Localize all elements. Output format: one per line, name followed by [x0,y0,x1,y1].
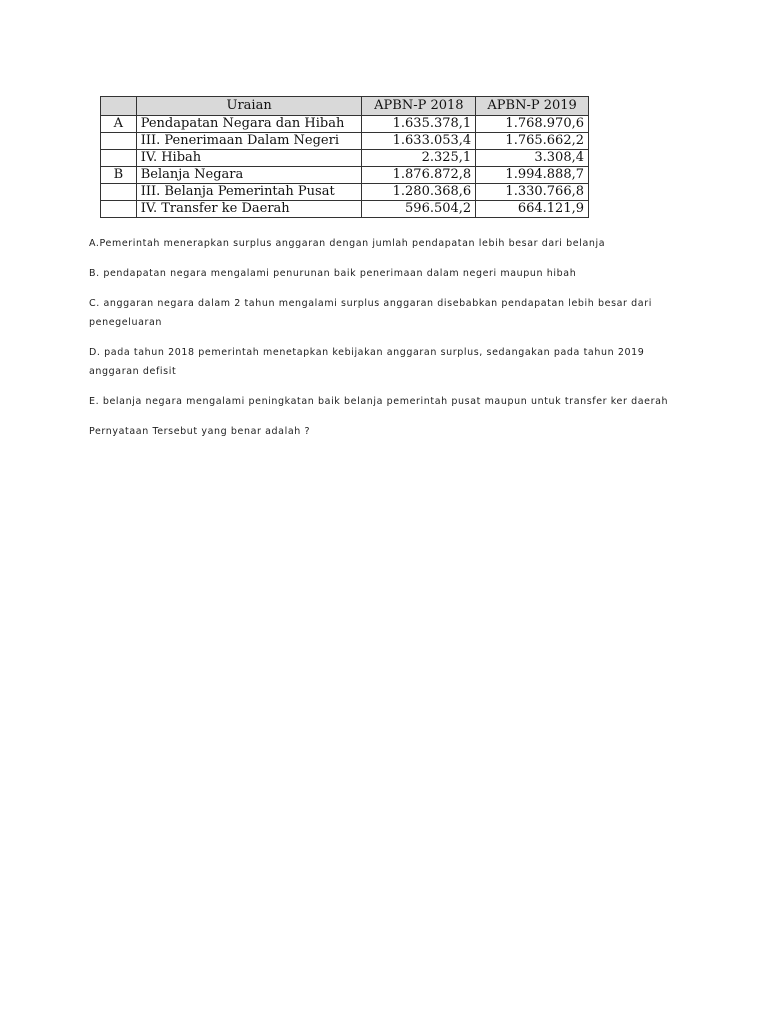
row-description: Pendapatan Negara dan Hibah [136,116,362,133]
row-code [101,184,137,201]
row-value-2018: 1.280.368,6 [362,184,476,201]
row-value-2019: 1.330.766,8 [476,184,589,201]
question-text: Pernyataan Tersebut yang benar adalah ? [89,426,311,437]
option-d: D. pada tahun 2018 pemerintah menetapkan kebijakan anggaran surplus, sedangakan pada tahun 2019 anggaran defisit [89,347,645,377]
row-description: III. Penerimaan Dalam Negeri [136,133,362,150]
header-apbn-2019: APBN-P 2019 [476,97,589,116]
row-description: IV. Hibah [136,150,362,167]
header-apbn-2018: APBN-P 2018 [362,97,476,116]
table-row [101,133,589,150]
answer-options [89,234,679,441]
row-description: III. Belanja Pemerintah Pusat [136,184,362,201]
apbn-table [100,96,589,218]
row-value-2018: 1.635.378,1 [362,116,476,133]
row-code [101,201,137,218]
table-row [101,116,589,133]
row-description: Belanja Negara [136,167,362,184]
row-value-2018: 596.504,2 [362,201,476,218]
table-row [101,150,589,167]
row-value-2019: 1.994.888,7 [476,167,589,184]
table-row [101,167,589,184]
option-c: C. anggaran negara dalam 2 tahun mengalami surplus anggaran disebabkan pendapatan lebih besar dari penegeluaran [89,298,652,328]
option-a: A.Pemerintah menerapkan surplus anggaran dengan jumlah pendapatan lebih besar dari belanja [89,238,606,249]
row-value-2018: 1.876.872,8 [362,167,476,184]
row-value-2018: 2.325,1 [362,150,476,167]
option-b: B. pendapatan negara mengalami penurunan baik penerimaan dalam negeri maupun hibah [89,268,577,279]
table-row [101,184,589,201]
row-code [101,133,137,150]
row-value-2019: 1.765.662,2 [476,133,589,150]
row-value-2019: 664.121,9 [476,201,589,218]
row-code [101,150,137,167]
row-value-2019: 3.308,4 [476,150,589,167]
table-row [101,201,589,218]
row-value-2018: 1.633.053,4 [362,133,476,150]
row-code: A [101,116,137,133]
row-code: B [101,167,137,184]
option-e: E. belanja negara mengalami peningkatan baik belanja pemerintah pusat maupun untuk transfer ker daerah [89,396,669,407]
table-header-row [101,97,589,116]
header-uraian: Uraian [136,97,362,116]
row-value-2019: 1.768.970,6 [476,116,589,133]
header-code [101,97,137,116]
row-description: IV. Transfer ke Daerah [136,201,362,218]
